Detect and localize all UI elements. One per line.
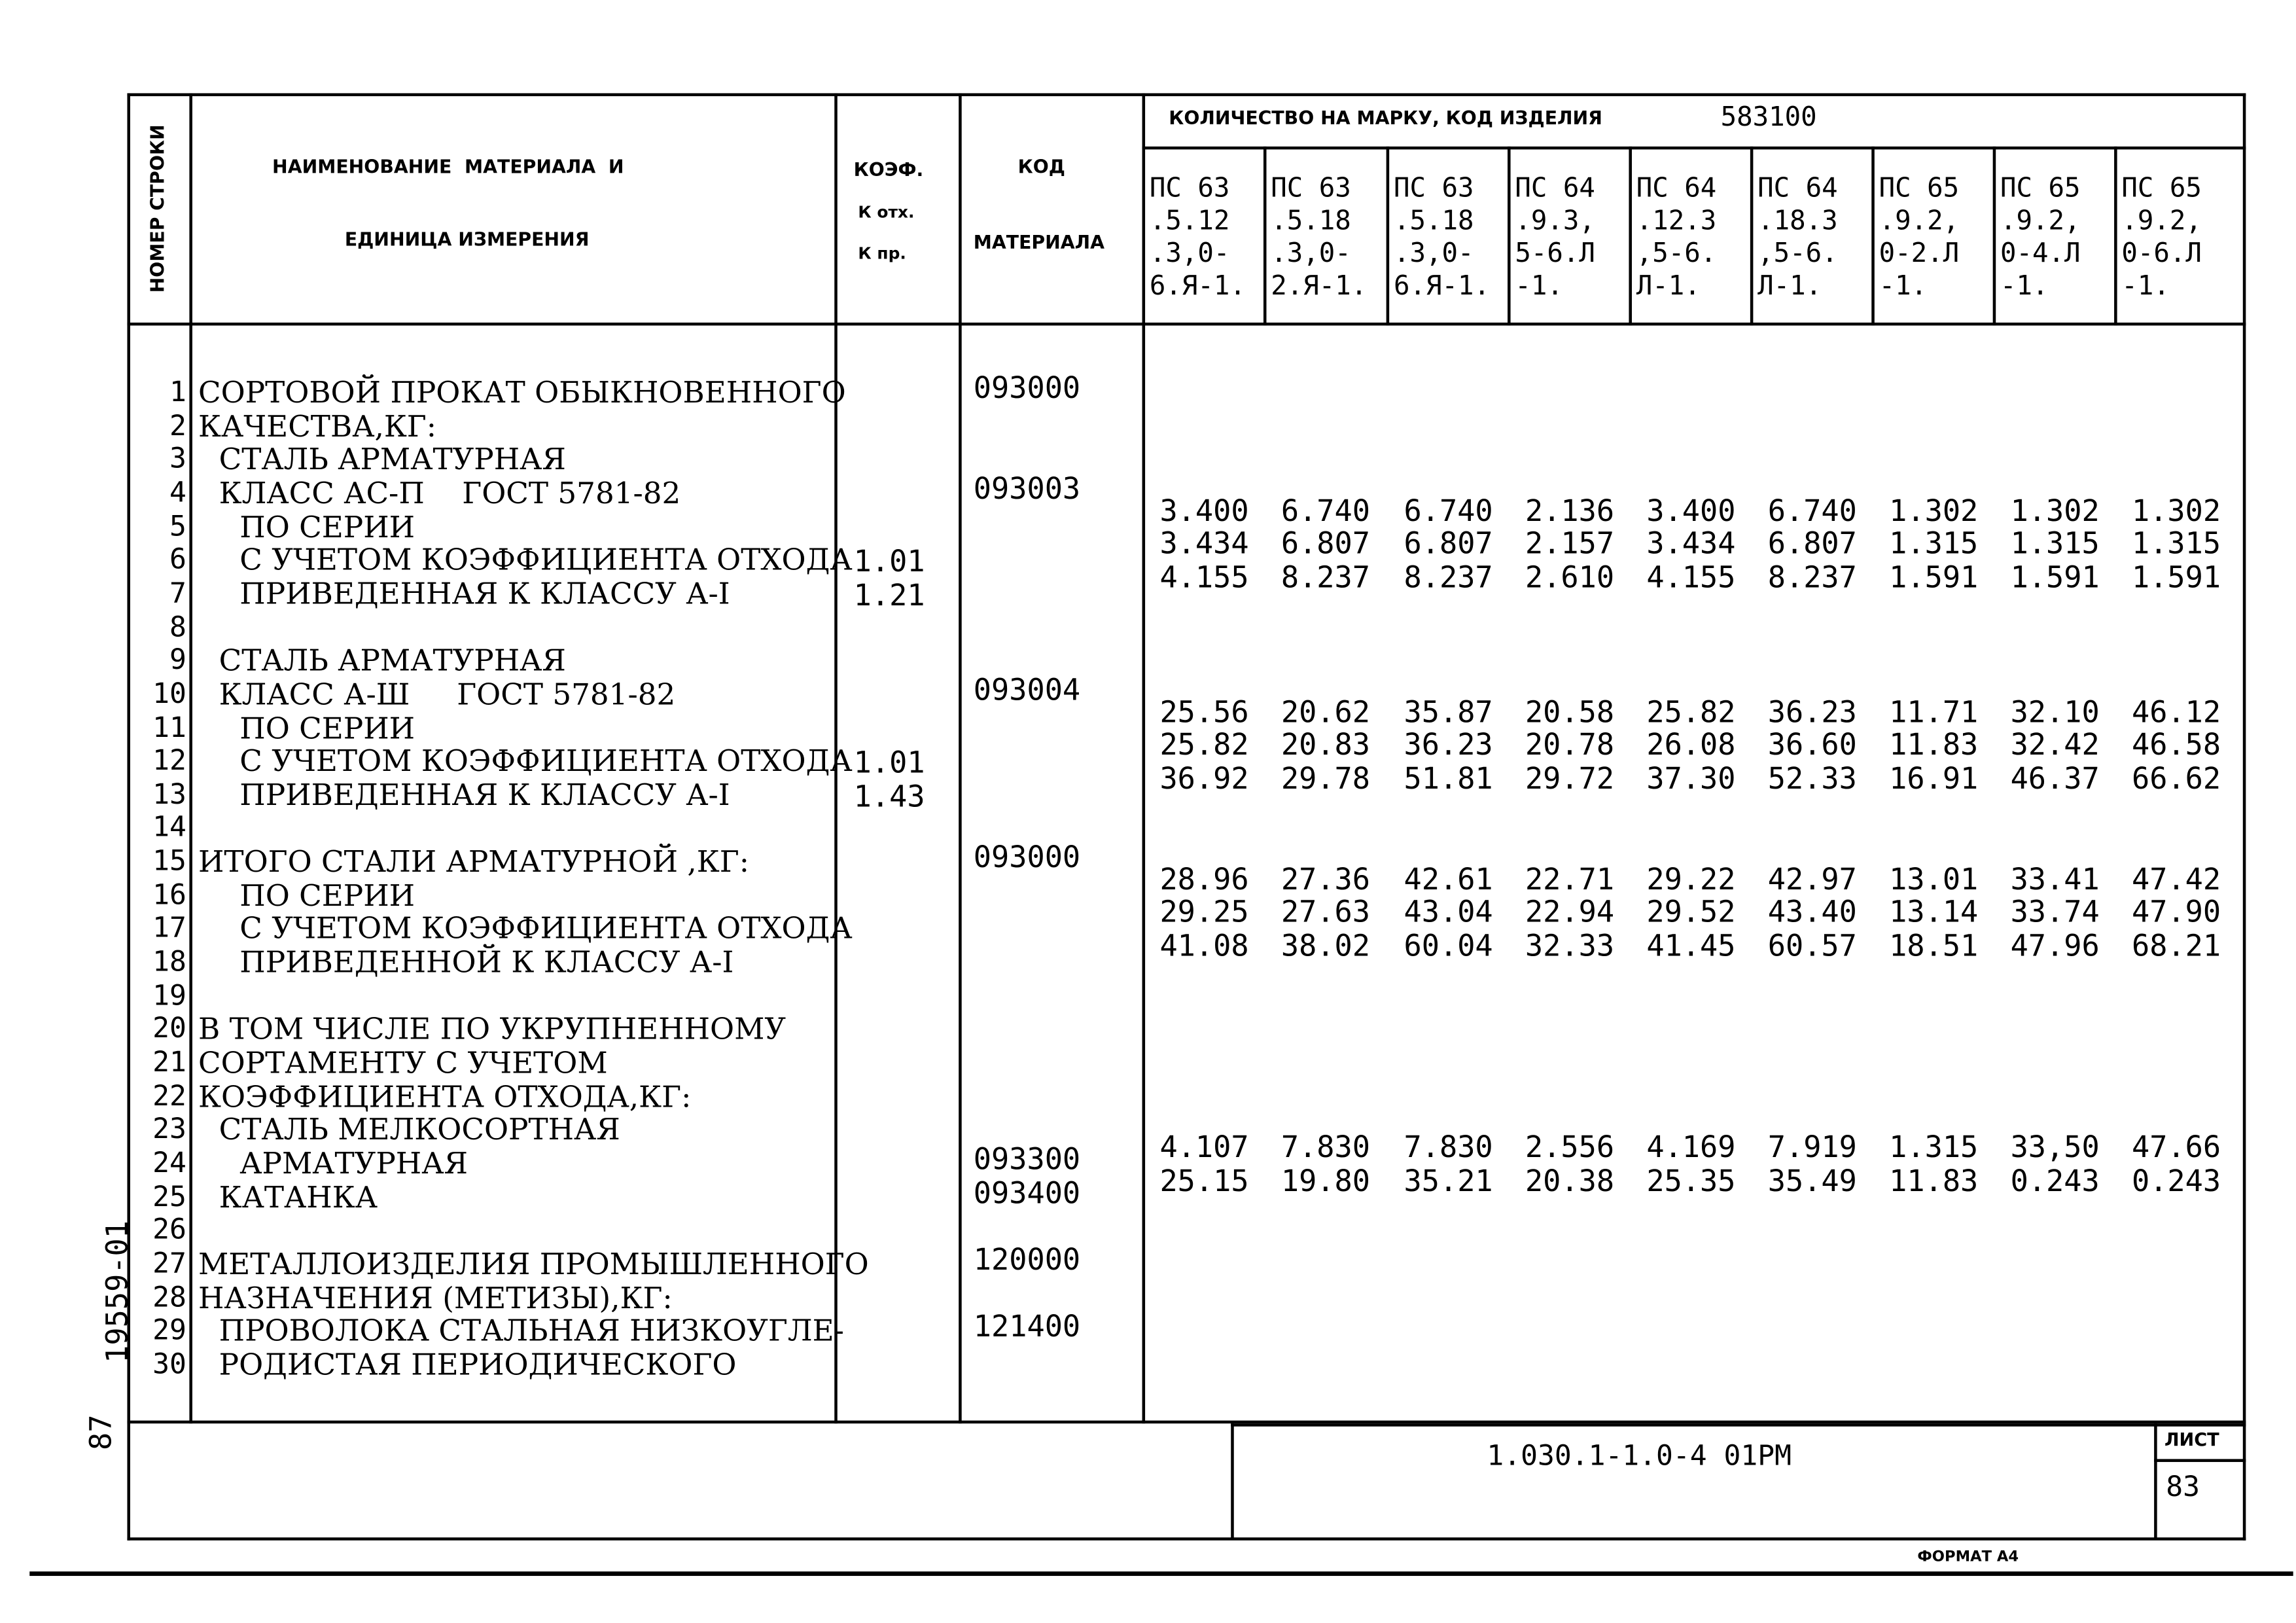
row-number: 15 (152, 845, 186, 878)
material-description: КАЧЕСТВА,КГ: (198, 408, 437, 444)
quantity-value: 4.155 (1646, 559, 1736, 595)
quantity-value: 2.136 (1525, 492, 1615, 528)
product-code: 583100 (1720, 102, 1817, 134)
row-number: 13 (152, 777, 186, 811)
quantity-value: 3.434 (1159, 526, 1249, 562)
waste-coefficient: 1.01 (853, 744, 925, 780)
quantity-value: 36.23 (1404, 726, 1493, 762)
quantity-value: 6.740 (1767, 492, 1857, 528)
product-mark-6: ПС 64 .18.3 ,5-6. Л-1. (1757, 173, 1838, 302)
row-number: 27 (152, 1247, 186, 1280)
format-label: ФОРМАТ А4 (1917, 1549, 2019, 1566)
quantity-value: 47.90 (2131, 894, 2221, 930)
coef-header-line1: КОЭФ. (853, 158, 924, 181)
frame-top-line (127, 93, 2246, 96)
material-description: ИТОГО СТАЛИ АРМАТУРНОЙ ,КГ: (198, 844, 749, 880)
quantity-value: 7.830 (1280, 1129, 1371, 1165)
quantity-value: 37.30 (1646, 760, 1736, 796)
quantity-value: 36.60 (1767, 726, 1857, 762)
material-code: 093000 (973, 839, 1081, 875)
material-name-header-line1: НАИМЕНОВАНИЕ МАТЕРИАЛА И (272, 155, 624, 178)
quantity-value: 0.243 (2010, 1162, 2100, 1198)
quantity-value: 27.63 (1280, 894, 1371, 930)
quantity-value: 46.37 (2010, 760, 2100, 796)
material-description: СТАЛЬ АРМАТУРНАЯ (219, 441, 566, 477)
quantity-value: 43.40 (1767, 894, 1857, 930)
row-number: 8 (169, 610, 186, 643)
quantity-value: 11.71 (1889, 693, 1979, 729)
row-number: 28 (152, 1281, 186, 1313)
quantity-value: 13.14 (1889, 894, 1979, 930)
quantity-value: 4.107 (1159, 1129, 1249, 1165)
frame-right-line (2243, 93, 2246, 1540)
quantity-value: 47.42 (2131, 861, 2221, 897)
quantity-value: 25.35 (1646, 1162, 1736, 1198)
quantity-value: 7.919 (1767, 1129, 1857, 1165)
stamp-left-line (1231, 1423, 1234, 1539)
quantity-value: 25.56 (1159, 693, 1249, 729)
quantity-value: 4.155 (1159, 559, 1249, 595)
sheet-box-left-line (2154, 1423, 2157, 1539)
row-number: 24 (152, 1147, 186, 1179)
quantity-value: 32.33 (1525, 927, 1615, 964)
material-description: ПО СЕРИИ (239, 709, 415, 745)
row-number: 1 (169, 376, 186, 409)
row-number: 4 (169, 476, 186, 509)
quantity-value: 27.36 (1280, 861, 1371, 897)
material-name-header-line2: ЕДИНИЦА ИЗМЕРЕНИЯ (344, 228, 590, 251)
quantity-value: 3.400 (1159, 492, 1249, 528)
quantity-value: 25.82 (1159, 726, 1249, 762)
quantity-value: 1.315 (1889, 526, 1979, 562)
quantity-value: 68.21 (2131, 927, 2221, 964)
quantity-value: 22.94 (1525, 894, 1615, 930)
quantity-value: 35.49 (1767, 1162, 1857, 1198)
code-header-line1: КОД (1017, 155, 1065, 178)
quantity-value: 41.08 (1159, 927, 1249, 964)
row-number: 16 (152, 878, 186, 912)
quantity-value: 6.807 (1404, 526, 1493, 562)
quantity-value: 2.157 (1525, 526, 1615, 562)
quantity-value: 16.91 (1889, 760, 1979, 796)
document-code: 1.030.1-1.0-4 01РМ (1487, 1440, 1792, 1472)
row-number: 11 (152, 711, 186, 744)
row-number: 3 (169, 442, 186, 476)
coef-header-line3: К пр. (858, 244, 906, 264)
side-page-number: 87 (82, 1414, 118, 1450)
coef-divider (959, 93, 962, 1423)
quantity-value: 32.42 (2010, 726, 2100, 762)
code-header-line2: МАТЕРИАЛА (973, 230, 1105, 253)
quantity-value: 1.315 (2131, 526, 2221, 562)
quantity-value: 3.400 (1646, 492, 1736, 528)
quantity-value: 20.38 (1525, 1162, 1615, 1198)
quantity-value: 35.87 (1404, 693, 1493, 729)
quantity-value: 29.78 (1280, 760, 1371, 796)
quantity-value: 42.61 (1404, 861, 1493, 897)
quantity-value: 19.80 (1280, 1162, 1371, 1198)
quantity-value: 20.78 (1525, 726, 1615, 762)
quantity-value: 1.302 (1889, 492, 1979, 528)
quantity-value: 29.52 (1646, 894, 1736, 930)
material-code: 093400 (973, 1174, 1081, 1210)
product-mark-9: ПС 65 .9.2, 0-6.Л -1. (2121, 173, 2202, 302)
quantity-value: 1.302 (2131, 492, 2221, 528)
material-description: ПО СЕРИИ (239, 877, 415, 913)
product-mark-1: ПС 63 .5.12 .3,0- 6.Я-1. (1149, 173, 1246, 302)
quantity-value: 36.92 (1159, 760, 1249, 796)
quantity-value: 1.591 (2131, 559, 2221, 595)
material-description: ПРИВЕДЕННОЙ К КЛАССУ А-I (239, 944, 734, 980)
material-code: 093003 (973, 470, 1081, 507)
material-description: ПРИВЕДЕННАЯ К КЛАССУ А-I (239, 575, 730, 611)
row-number: 5 (169, 510, 186, 543)
row-number-header: НОМЕР СТРОКИ (146, 124, 169, 293)
quantity-value: 20.83 (1280, 726, 1371, 762)
row-number: 20 (152, 1012, 186, 1046)
quantity-value: 25.15 (1159, 1162, 1249, 1198)
material-description: С УЧЕТОМ КОЭФФИЦИЕНТА ОТХОДА (239, 542, 853, 578)
quantity-value: 18.51 (1889, 927, 1979, 964)
material-description: С УЧЕТОМ КОЭФФИЦИЕНТА ОТХОДА (239, 910, 853, 946)
row-number: 23 (152, 1113, 186, 1146)
material-description: ПО СЕРИИ (239, 508, 415, 544)
material-description: СТАЛЬ МЕЛКОСОРТНАЯ (219, 1111, 620, 1148)
coef-header-line2: К отх. (858, 202, 915, 223)
row-number: 25 (152, 1180, 186, 1213)
quantity-value: 6.807 (1767, 526, 1857, 562)
quantity-value: 60.57 (1767, 927, 1857, 964)
quantity-value: 46.58 (2131, 726, 2221, 762)
quantity-value: 47.96 (2010, 927, 2100, 964)
quantity-value: 1.591 (2010, 559, 2100, 595)
quantity-value: 1.591 (1889, 559, 1979, 595)
material-description: С УЧЕТОМ КОЭФФИЦИЕНТА ОТХОДА (239, 743, 853, 779)
row-number: 12 (152, 744, 186, 777)
quantity-value: 7.830 (1404, 1129, 1493, 1165)
product-mark-4: ПС 64 .9.3, 5-6.Л -1. (1515, 173, 1595, 302)
quantity-value: 22.71 (1525, 861, 1615, 897)
quantity-header: КОЛИЧЕСТВО НА МАРКУ, КОД ИЗДЕЛИЯ (1169, 106, 1602, 129)
material-code: 093300 (973, 1141, 1081, 1177)
material-code: 120000 (973, 1241, 1081, 1277)
material-description: КАТАНКА (219, 1179, 378, 1215)
quantity-value: 1.302 (2010, 492, 2100, 528)
material-description: КОЭФФИЦИЕНТА ОТХОДА,КГ: (198, 1078, 692, 1114)
quantity-value: 11.83 (1889, 1162, 1979, 1198)
quantity-value: 35.21 (1404, 1162, 1493, 1198)
row-number: 22 (152, 1079, 186, 1113)
row-number: 21 (152, 1046, 186, 1079)
quantity-value: 8.237 (1404, 559, 1493, 595)
quantity-value: 25.82 (1646, 693, 1736, 729)
quantity-value: 20.62 (1280, 693, 1371, 729)
quantity-value: 46.12 (2131, 693, 2221, 729)
row-number: 7 (169, 577, 186, 610)
quantity-value: 38.02 (1280, 927, 1371, 964)
quantity-value: 51.81 (1404, 760, 1493, 796)
material-description: ПРИВЕДЕННАЯ К КЛАССУ А-I (239, 776, 730, 812)
quantity-value: 29.72 (1525, 760, 1615, 796)
waste-coefficient: 1.01 (853, 543, 925, 579)
quantity-value: 1.315 (2010, 526, 2100, 562)
row-number: 6 (169, 543, 186, 577)
row-number: 9 (169, 643, 186, 677)
side-document-number: 19559-01 (99, 1221, 135, 1363)
quantity-value: 33.74 (2010, 894, 2100, 930)
product-mark-3: ПС 63 .5.18 .3,0- 6.Я-1. (1393, 173, 1490, 302)
quantity-value: 41.45 (1646, 927, 1736, 964)
material-description: МЕТАЛЛОИЗДЕЛИЯ ПРОМЫШЛЕННОГО (198, 1245, 869, 1281)
quantity-value: 6.807 (1280, 526, 1371, 562)
product-mark-7: ПС 65 .9.2, 0-2.Л -1. (1879, 173, 1960, 302)
material-description: СОРТОВОЙ ПРОКАТ ОБЫКНОВЕННОГО (198, 374, 846, 410)
quantity-value: 29.25 (1159, 894, 1249, 930)
material-description: НАЗНАЧЕНИЯ (МЕТИЗЫ),КГ: (198, 1279, 673, 1315)
material-code: 093004 (973, 671, 1081, 707)
product-mark-8: ПС 65 .9.2, 0-4.Л -1. (2000, 173, 2081, 302)
quantity-header-line (1142, 147, 2246, 150)
material-description: СОРТАМЕНТУ С УЧЕТОМ (198, 1044, 608, 1080)
sheet-number: 83 (2166, 1471, 2200, 1504)
quantity-value: 60.04 (1404, 927, 1493, 964)
quantity-value: 4.169 (1646, 1129, 1736, 1165)
sheet-box-divider (2154, 1459, 2246, 1462)
material-description: КЛАСС А-Ш ГОСТ 5781-82 (219, 675, 676, 712)
quantity-value: 20.58 (1525, 693, 1615, 729)
rownum-divider (189, 93, 192, 1423)
quantity-value: 33.41 (2010, 861, 2100, 897)
quantity-value: 32.10 (2010, 693, 2100, 729)
row-number: 26 (152, 1213, 186, 1247)
material-description: ПРОВОЛОКА СТАЛЬНАЯ НИЗКОУГЛЕ- (219, 1313, 844, 1349)
row-number: 30 (152, 1347, 186, 1381)
quantity-value: 11.83 (1889, 726, 1979, 762)
row-number: 14 (152, 812, 186, 844)
quantity-value: 2.556 (1525, 1129, 1615, 1165)
row-number: 2 (169, 409, 186, 442)
quantity-value: 26.08 (1646, 726, 1736, 762)
quantity-value: 47.66 (2131, 1129, 2221, 1165)
stamp-top-line (1231, 1423, 2246, 1427)
quantity-value: 36.23 (1767, 693, 1857, 729)
quantity-value: 28.96 (1159, 861, 1249, 897)
quantity-value: 13.01 (1889, 861, 1979, 897)
waste-coefficient: 1.43 (853, 777, 925, 814)
quantity-value: 8.237 (1767, 559, 1857, 595)
material-description: РОДИСТАЯ ПЕРИОДИЧЕСКОГО (219, 1346, 737, 1382)
row-number: 17 (152, 912, 186, 945)
material-code: 121400 (973, 1308, 1081, 1344)
quantity-value: 8.237 (1280, 559, 1371, 595)
product-mark-2: ПС 63 .5.18 .3,0- 2.Я-1. (1271, 173, 1368, 302)
quantity-value: 2.610 (1525, 559, 1615, 595)
material-description: АРМАТУРНАЯ (239, 1145, 468, 1181)
quantity-value: 42.97 (1767, 861, 1857, 897)
row-number: 19 (152, 979, 186, 1012)
sheet-label: ЛИСТ (2164, 1429, 2219, 1450)
product-mark-5: ПС 64 .12.3 ,5-6. Л-1. (1636, 173, 1717, 302)
quantity-value: 1.315 (1889, 1129, 1979, 1165)
page-bottom-rule (29, 1571, 2293, 1576)
quantity-value: 6.740 (1404, 492, 1493, 528)
row-number: 29 (152, 1314, 186, 1347)
row-number: 18 (152, 945, 186, 978)
material-description: СТАЛЬ АРМАТУРНАЯ (219, 642, 566, 678)
quantity-value: 6.740 (1280, 492, 1371, 528)
header-bottom-line (127, 323, 2246, 326)
material-code: 093000 (973, 370, 1081, 406)
quantity-value: 33,50 (2010, 1129, 2100, 1165)
material-description: КЛАСС АС-П ГОСТ 5781-82 (219, 474, 681, 510)
quantity-value: 29.22 (1646, 861, 1736, 897)
material-description: В ТОМ ЧИСЛЕ ПО УКРУПНЕННОМУ (198, 1011, 786, 1047)
quantity-value: 43.04 (1404, 894, 1493, 930)
row-number: 10 (152, 677, 186, 710)
quantity-value: 3.434 (1646, 526, 1736, 562)
waste-coefficient: 1.21 (853, 577, 925, 613)
quantity-value: 0.243 (2131, 1162, 2221, 1198)
quantity-value: 66.62 (2131, 760, 2221, 796)
frame-bottom-line (127, 1537, 2246, 1541)
quantity-value: 52.33 (1767, 760, 1857, 796)
